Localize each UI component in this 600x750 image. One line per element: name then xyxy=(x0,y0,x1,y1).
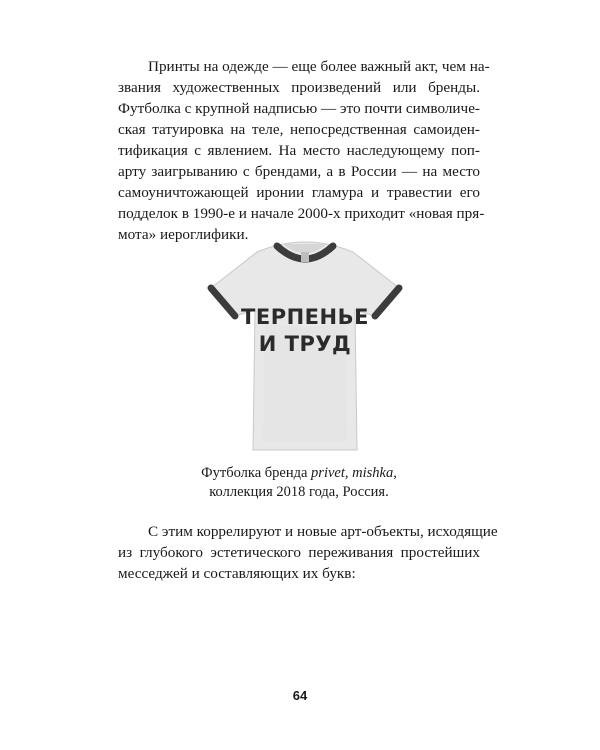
text-line: самоуничтожающей иронии гламура и травестии его xyxy=(118,184,480,201)
text-line: звания художественных произведений или бренды. xyxy=(118,79,480,96)
text-line: Футболка с крупной надписью — это почти символиче- xyxy=(118,100,480,117)
body-paragraph-2 xyxy=(118,521,498,584)
tshirt-figure xyxy=(185,232,425,462)
caption-brand: privet, mishka xyxy=(311,465,394,481)
text-line: тификация с явлением. На место наследующему поп- xyxy=(118,142,480,159)
tshirt-print-line-1: ТЕРПЕНЬЕ xyxy=(241,305,369,329)
caption-prefix: Футболка бренда xyxy=(201,465,312,481)
caption-line-2: коллекция 2018 года, Россия. xyxy=(209,484,389,500)
page-number: 64 xyxy=(292,688,308,703)
text-line: из глубокого эстетического переживания простейших xyxy=(118,544,480,561)
text-line: мота» иероглифики. xyxy=(118,226,249,243)
text-line: подделок в 1990-е и начале 2000-х приходит «новая пря- xyxy=(118,205,485,222)
body-paragraph-1 xyxy=(118,56,490,245)
text-line: ская татуировка на теле, непосредственная самоиден- xyxy=(118,121,480,138)
text-line: С этим коррелируют и новые арт-объекты, исходящие xyxy=(148,523,498,540)
tshirt-print-line-2: И ТРУД xyxy=(258,332,352,356)
text-line: месседжей и составляющих их букв: xyxy=(118,565,356,582)
caption-line-1 xyxy=(118,464,480,483)
figure-caption xyxy=(118,464,480,502)
caption-suffix: , xyxy=(393,465,397,481)
tshirt-image xyxy=(211,242,399,450)
text-line: Принты на одежде — еще более важный акт, чем на- xyxy=(148,58,490,75)
text-line: арту заигрыванию с брендами, а в России — на место xyxy=(118,163,480,180)
